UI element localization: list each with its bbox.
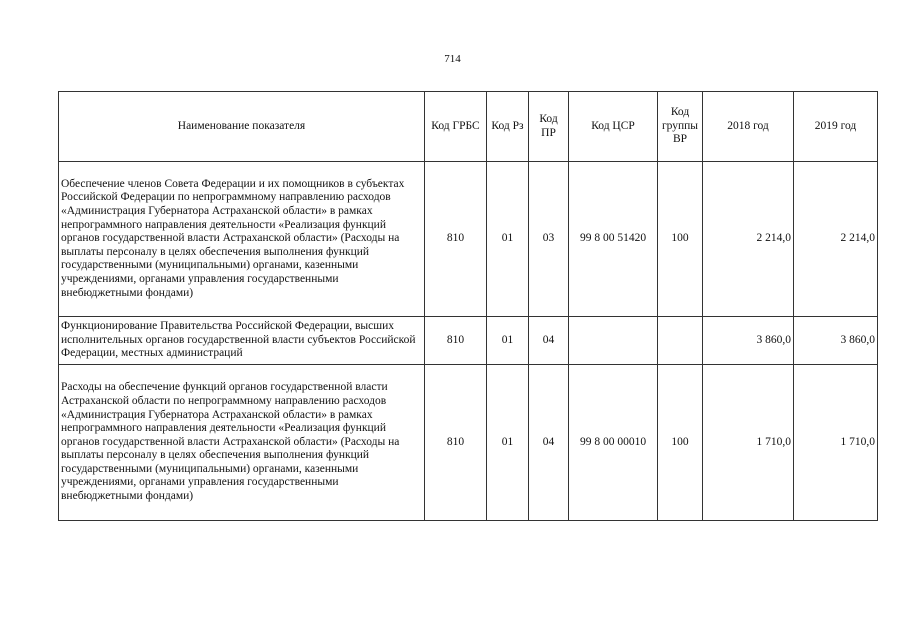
header-name: Наименование показателя — [59, 92, 425, 162]
table-row — [59, 317, 878, 365]
row-2018: 1 710,0 — [703, 365, 794, 521]
row-vr — [658, 317, 703, 365]
row-grbs: 810 — [425, 162, 487, 317]
row-2019: 1 710,0 — [794, 365, 878, 521]
row-grbs: 810 — [425, 317, 487, 365]
header-2019: 2019 год — [794, 92, 878, 162]
header-rz: Код Рз — [487, 92, 529, 162]
header-grbs: Код ГРБС — [425, 92, 487, 162]
row-vr: 100 — [658, 365, 703, 521]
row-2019: 2 214,0 — [794, 162, 878, 317]
row-rz: 01 — [487, 162, 529, 317]
row-csr — [569, 317, 658, 365]
row-2018: 3 860,0 — [703, 317, 794, 365]
row-rz: 01 — [487, 365, 529, 521]
row-pr: 04 — [529, 365, 569, 521]
row-csr: 99 8 00 00010 — [569, 365, 658, 521]
header-csr: Код ЦСР — [569, 92, 658, 162]
row-name: Расходы на обеспечение функций органов государственной власти Астраханской области по непрограммному направлению расходов «Администрация Губернатора Астраханской области» в рамках непрограммного направления деятельности «Реализация функций органов государственной власти Астраханской области» (Расходы на выплаты персоналу в целях обеспечения выполнения функций государственными (муниципальными) органами, казенными учреждениями, органами управления государственными внебюджетными фондами) — [59, 365, 425, 521]
row-rz: 01 — [487, 317, 529, 365]
row-pr: 04 — [529, 317, 569, 365]
budget-table — [58, 91, 878, 521]
row-grbs: 810 — [425, 365, 487, 521]
header-pr: Код ПР — [529, 92, 569, 162]
row-pr: 03 — [529, 162, 569, 317]
header-2018: 2018 год — [703, 92, 794, 162]
page-number: 714 — [444, 53, 461, 65]
row-2019: 3 860,0 — [794, 317, 878, 365]
table-row — [59, 162, 878, 317]
row-name: Функционирование Правительства Российской Федерации, высших исполнительных органов государственной власти субъектов Российской Федерации, местных администраций — [59, 317, 425, 365]
row-name: Обеспечение членов Совета Федерации и их помощников в субъектах Российской Федерации по непрограммному направлению расходов «Администрация Губернатора Астраханской области» в рамках непрограммного направления деятельности «Реализация функций органов государственной власти Астраханской области» (Расходы на выплаты персоналу в целях обеспечения выполнения функций государственными (муниципальными) органами, казенными учреждениями, органами управления государственными внебюджетными фондами) — [59, 162, 425, 317]
row-csr: 99 8 00 51420 — [569, 162, 658, 317]
table-header-row — [59, 92, 878, 162]
row-2018: 2 214,0 — [703, 162, 794, 317]
table-row — [59, 365, 878, 521]
row-vr: 100 — [658, 162, 703, 317]
header-vr: Код группы ВР — [658, 92, 703, 162]
